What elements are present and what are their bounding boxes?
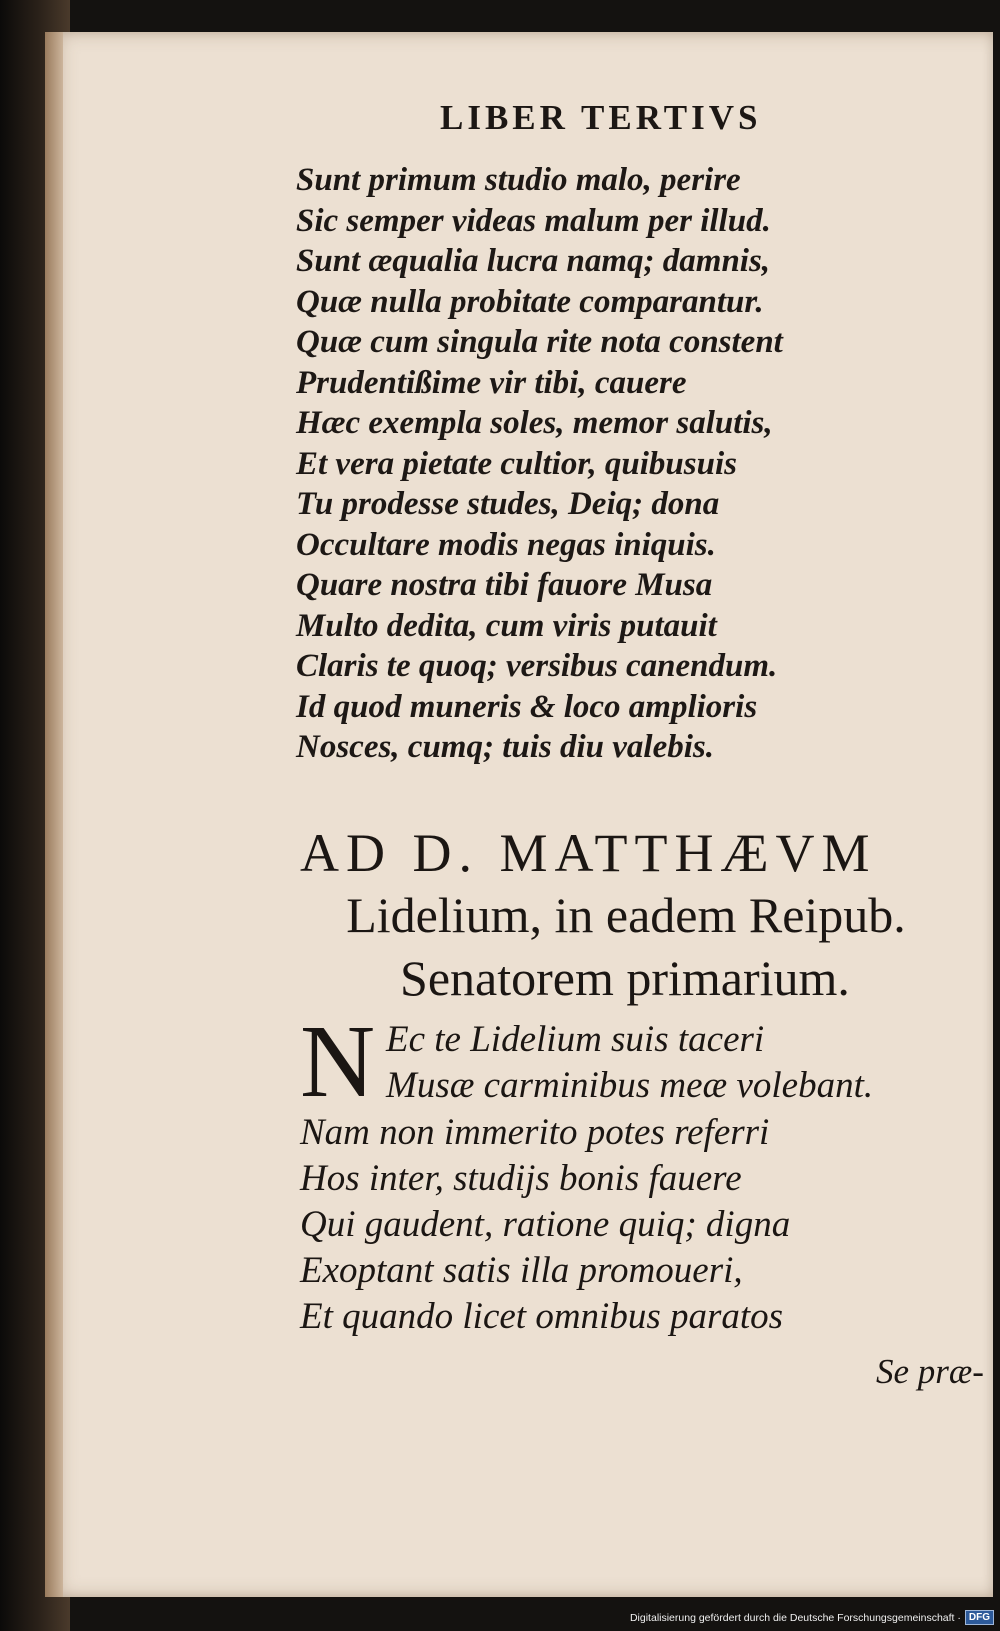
- digitization-footer: [630, 1610, 994, 1625]
- poem-two: [300, 1004, 960, 1340]
- poem-line: Hæc exempla soles, memor salutis,: [296, 405, 773, 441]
- poem-line: Qui gaudent, ratione quiq; digna: [300, 1204, 791, 1245]
- poem-line: Nam non immerito potes referri: [300, 1112, 770, 1153]
- poem-line: Et vera pietate cultior, quibusuis: [296, 445, 737, 482]
- poem-line: Tu prodesse studes, Deiq; dona: [296, 486, 720, 522]
- dfg-logo-icon: DFG: [965, 1610, 994, 1625]
- poem-line: Sunt æqualia lucra namq; damnis,: [296, 243, 771, 279]
- heading-line-1: AD D. MATTHÆVM: [300, 823, 877, 883]
- page-gutter-edge: [45, 32, 63, 1597]
- poem-line: Sic semper videas malum per illud.: [296, 202, 771, 239]
- heading-line-2: Lidelium, in eadem Reipub.: [346, 887, 906, 943]
- poem-line: Hos inter, studijs bonis fauere: [300, 1158, 742, 1199]
- poem-line: Nosces, cumq; tuis diu valebis.: [296, 729, 714, 765]
- poem-line: Prudentißime vir tibi, cauere: [296, 364, 687, 401]
- poem-line: Quare nostra tibi fauore Musa: [296, 567, 713, 603]
- poem-line: Id quod muneris & loco amplioris: [296, 688, 758, 725]
- funding-notice: Digitalisierung gefördert durch die Deutsche Forschungsgemeinschaft ·: [629, 1611, 961, 1624]
- poem-line: Sunt primum studio malo, perire: [296, 162, 741, 198]
- poem-line: Musæ carminibus meæ volebant.: [386, 1065, 874, 1106]
- poem-two-opening: [300, 1004, 960, 1119]
- running-head: LIBER TERTIVS: [440, 98, 762, 137]
- poem-line: Exoptant satis illa promoueri,: [300, 1250, 743, 1291]
- poem-line: Ec te Lidelium suis taceri: [386, 1019, 765, 1060]
- catchword: Se præ-: [876, 1352, 984, 1391]
- heading-line-3: Senatorem primarium.: [400, 950, 850, 1006]
- drop-cap: N: [300, 1004, 376, 1119]
- poem-line: Claris te quoq; versibus canendum.: [296, 648, 778, 684]
- poem-line: Occultare modis negas iniquis.: [296, 526, 716, 563]
- poem-line: Multo dedita, cum viris putauit: [296, 607, 717, 644]
- poem-line: Quæ cum singula rite nota constent: [296, 324, 783, 360]
- poem-line: Et quando licet omnibus paratos: [300, 1296, 784, 1337]
- section-heading: [300, 822, 980, 1010]
- poem-one: [296, 160, 856, 768]
- poem-line: Quæ nulla probitate comparantur.: [296, 283, 764, 320]
